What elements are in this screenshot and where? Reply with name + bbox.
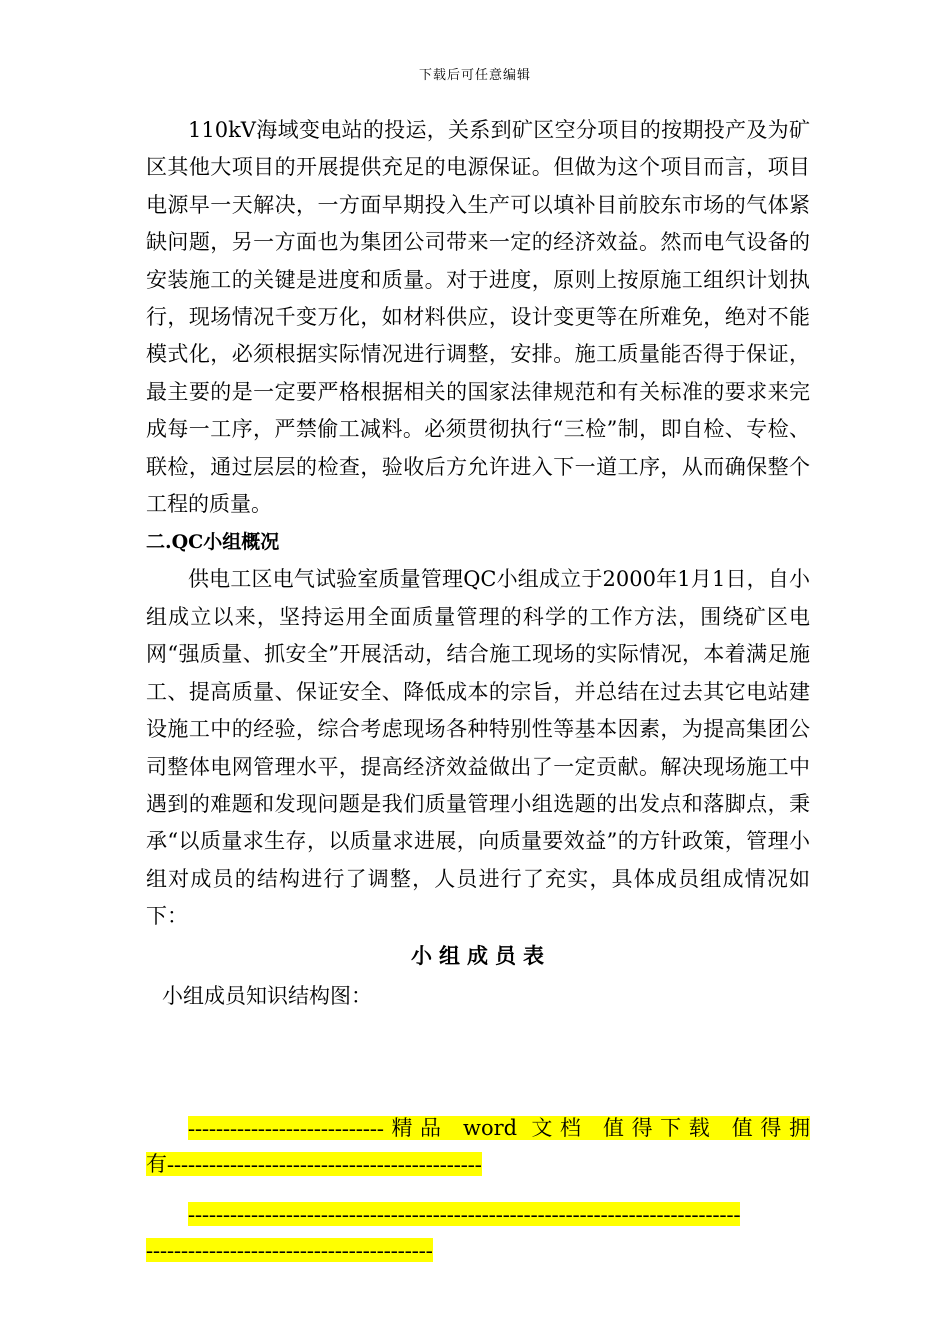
footer-line-2 — [146, 1146, 810, 1182]
footer-dashes-1: ---------------------------- — [188, 1116, 384, 1140]
footer-line-3 — [146, 1196, 810, 1232]
footer-line-4 — [146, 1232, 810, 1268]
footer-dashes-4: ----------------------------------------- — [146, 1238, 433, 1262]
document-body — [146, 112, 810, 1016]
footer-promo-text: 精品 word 文档 值得下载 值得拥 — [383, 1116, 810, 1140]
overview-paragraph: 供电工区电气试验室质量管理QC小组成立于2000年1月1日，自小组成立以来，坚持运用全面质量管理的科学的工作方法，围绕矿区电网“强质量、抓安全”开展活动，结合施工现场的实际情况，本着满足施工、提高质量、保证安全、降低成本的宗旨，并总结在过去其它电站建设施工中的经验，综合考虑现场各种特别性等基本因素，为提高集团公司整体电网管理水平，提高经济效益做出了一定贡献。解决现场施工中遇到的难题和发现问题是我们质量管理小组选题的出发点和落脚点，秉承“以质量求生存，以质量求进展，向质量要效益”的方针政策，管理小组对成员的结构进行了调整，人员进行了充实，具体成员组成情况如下： — [146, 567, 810, 929]
structure-label: 小组成员知识结构图： — [162, 983, 372, 1008]
table-title: 小组成员表 — [411, 943, 551, 968]
footer-line-1 — [146, 1110, 810, 1146]
footer-dashes-2: --------------------------------------------- — [167, 1152, 482, 1176]
footer-dashes-3: ------------------------------------------------------------------------------- — [188, 1202, 741, 1226]
section-heading: 二.QC小组概况 — [146, 531, 280, 554]
footer-banner — [146, 1110, 810, 1268]
page-header: 下载后可任意编辑 — [418, 68, 531, 83]
footer-promo-text-end: 有 — [146, 1152, 167, 1176]
intro-paragraph: 110kV海域变电站的投运，关系到矿区空分项目的按期投产及为矿区其他大项目的开展提供充足的电源保证。但做为这个项目而言，项目电源早一天解决，一方面早期投入生产可以填补目前胶东市场的气体紧缺问题，另一方面也为集团公司带来一定的经济效益。然而电气设备的安装施工的关键是进度和质量。对于进度，原则上按原施工组织计划执行，现场情况千变万化，如材料供应，设计变更等在所难免，绝对不能模式化，必须根据实际情况进行调整，安排。施工质量能否得于保证，最主要的是一定要严格根据相关的国家法律规范和有关标准的要求来完成每一工序，严禁偷工减料。必须贯彻执行“三检”制，即自检、专检、联检，通过层层的检查，验收后方允许进入下一道工序，从而确保整个工程的质量。 — [146, 118, 810, 517]
